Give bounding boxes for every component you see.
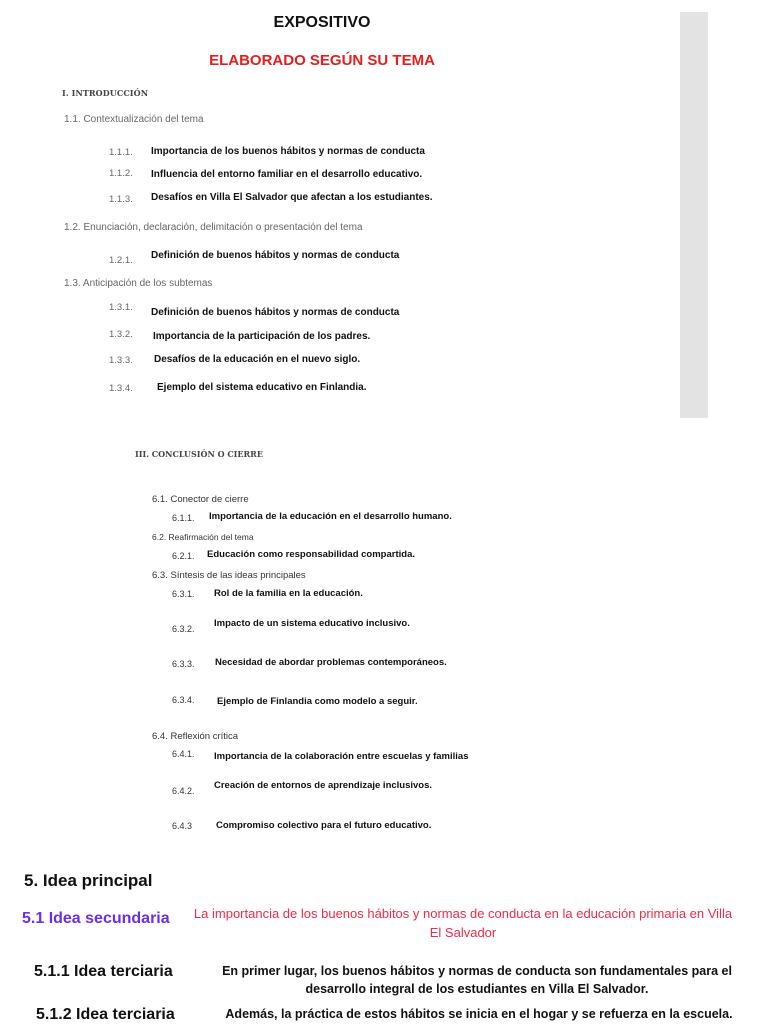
subsection-heading-sintesis: 6.3. Síntesis de las ideas principales [152, 570, 306, 581]
item-number: 1.1.2. [109, 168, 133, 179]
outline-item: Compromiso colectivo para el futuro educativo. [216, 820, 432, 831]
section-heading-conclusion: III. CONCLUSIÓN O CIERRE [135, 449, 263, 459]
outline-item: Necesidad de abordar problemas contemporáneos. [215, 657, 447, 668]
item-number: 1.1.3. [109, 194, 133, 205]
item-number: 6.4.3 [172, 821, 193, 831]
subsection-heading-reflexion: 6.4. Reflexión crítica [152, 731, 239, 742]
outline-item: Ejemplo de Finlandia como modelo a seguir. [217, 696, 418, 707]
subsection-heading-reafirmacion: 6.2. Reafirmación del tema [152, 532, 254, 542]
idea-secundaria-text: La importancia de los buenos hábitos y normas de conducta en la educación primaria en Villa El Salvador [193, 906, 733, 940]
item-number: 6.3.1. [172, 589, 195, 599]
outline-item: Ejemplo del sistema educativo en Finlandia. [157, 382, 367, 393]
outline-item: Desafíos en Villa El Salvador que afectan a los estudiantes. [151, 192, 433, 203]
subsection-heading-contextualizacion: 1.1. Contextualización del tema [64, 114, 204, 125]
item-number: 1.3.2. [109, 329, 133, 340]
item-number: 1.2.1. [109, 255, 133, 266]
outline-item: Importancia de la educación en el desarrollo humano. [209, 511, 452, 522]
idea-terciaria-text: En primer lugar, los buenos hábitos y normas de conducta son fundamentales para el desarrollo integral de los estudiantes en Villa El Salvador. [222, 964, 732, 996]
item-number: 1.3.1. [109, 302, 133, 313]
scrollbar-track[interactable] [680, 12, 708, 418]
item-number: 1.3.3. [109, 355, 133, 366]
document-subtitle: ELABORADO SEGÚN SU TEMA [209, 52, 435, 69]
idea-terciaria-text: Además, la práctica de estos hábitos se inicia en el hogar y se refuerza en la escuela. [225, 1007, 733, 1021]
outline-item: Educación como responsabilidad compartida. [207, 549, 415, 560]
outline-item: Importancia de los buenos hábitos y normas de conducta [151, 146, 425, 157]
idea-secundaria-label: 5.1 Idea secundaria [22, 910, 170, 927]
item-number: 6.1.1. [172, 513, 195, 523]
section-heading-introduccion: I. INTRODUCCIÓN [62, 88, 149, 98]
outline-item: Impacto de un sistema educativo inclusivo. [214, 618, 410, 629]
outline-item: Influencia del entorno familiar en el desarrollo educativo. [151, 169, 423, 180]
document-title: EXPOSITIVO [273, 14, 371, 31]
item-number: 6.4.2. [172, 786, 195, 796]
item-number: 6.3.2. [172, 624, 195, 634]
item-number: 1.3.4. [109, 383, 133, 394]
outline-item: Rol de la familia en la educación. [214, 588, 363, 599]
idea-terciaria-label: 5.1.1 Idea terciaria [34, 963, 173, 980]
item-number: 6.3.4. [172, 695, 195, 705]
subsection-heading-enunciacion: 1.2. Enunciación, declaración, delimitación o presentación del tema [64, 222, 363, 233]
outline-item: Desafíos de la educación en el nuevo siglo. [154, 354, 361, 365]
idea-principal-heading: 5. Idea principal [24, 871, 153, 890]
outline-item: Importancia de la participación de los padres. [153, 331, 371, 342]
subsection-heading-anticipacion: 1.3. Anticipación de los subtemas [64, 278, 213, 289]
item-number: 6.4.1. [172, 749, 195, 759]
subsection-heading-conector: 6.1. Conector de cierre [152, 494, 249, 505]
item-number: 6.2.1. [172, 551, 195, 561]
outline-item: Importancia de la colaboración entre escuelas y familias [214, 751, 469, 762]
idea-terciaria-label: 5.1.2 Idea terciaria [36, 1006, 175, 1023]
outline-item: Definición de buenos hábitos y normas de conducta [151, 250, 400, 261]
item-number: 1.1.1. [109, 147, 133, 158]
outline-item: Creación de entornos de aprendizaje inclusivos. [214, 780, 433, 791]
outline-item: Definición de buenos hábitos y normas de conducta [151, 307, 400, 318]
item-number: 6.3.3. [172, 659, 195, 669]
